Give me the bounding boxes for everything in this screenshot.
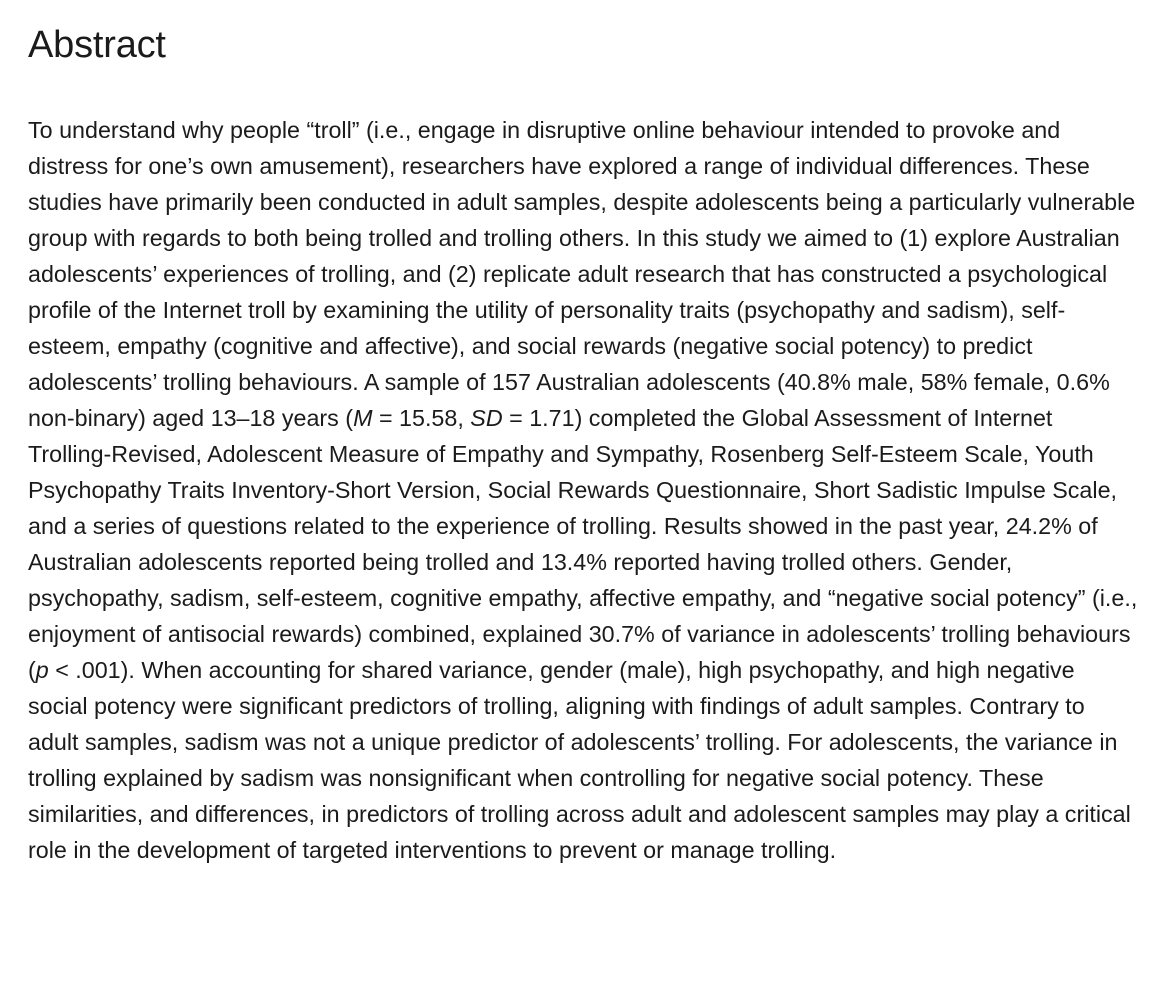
abstract-section [28, 20, 1140, 868]
mean-symbol: M [353, 405, 373, 431]
abstract-paragraph [28, 112, 1140, 868]
abstract-text-part-3: = 1.71) completed the Global Assessment of Internet Trolling-Revised, Adolescent Measure of Empathy and Sympathy, Rosenberg Self-Esteem Scale, Youth Psychopathy Traits Inventory-Short Version, Social Rewards Questionnaire, Short Sadistic Impulse Scale, and a series of questions related to the experience of trolling. Results showed in the past year, 24.2% of Australian adolescents reported being trolled and 13.4% reported having trolled others. Gender, psychopathy, sadism, self-esteem, cognitive empathy, affective empathy, and “negative social potency” (i.e., enjoyment of antisocial rewards) combined, explained 30.7% of variance in adolescents’ trolling behaviours ( [28, 405, 1138, 683]
abstract-text-part-4: < .001). When accounting for shared variance, gender (male), high psychopathy, and high negative social potency were significant predictors of trolling, aligning with findings of adult samples. Contrary to adult samples, sadism was not a unique predictor of adolescents’ trolling. For adolescents, the variance in trolling explained by sadism was nonsignificant when controlling for negative social potency. These similarities, and differences, in predictors of trolling across adult and adolescent samples may play a critical role in the development of targeted interventions to prevent or manage trolling. [28, 657, 1131, 863]
abstract-text-part-1: To understand why people “troll” (i.e., engage in disruptive online behaviour intended to provoke and distress for one’s own amusement), researchers have explored a range of individual differences. These studies have primarily been conducted in adult samples, despite adolescents being a particularly vulnerable group with regards to both being trolled and trolling others. In this study we aimed to (1) explore Australian adolescents’ experiences of trolling, and (2) replicate adult research that has constructed a psychological profile of the Internet troll by examining the utility of personality traits (psychopathy and sadism), self-esteem, empathy (cognitive and affective), and social rewards (negative social potency) to predict adolescents’ trolling behaviours. A sample of 157 Australian adolescents (40.8% male, 58% female, 0.6% non-binary) aged 13–18 years ( [28, 117, 1136, 431]
abstract-heading: Abstract [28, 24, 166, 66]
p-value-symbol: p [35, 657, 49, 683]
abstract-text-part-2: = 15.58, [372, 405, 471, 431]
sd-symbol: SD [470, 405, 503, 431]
